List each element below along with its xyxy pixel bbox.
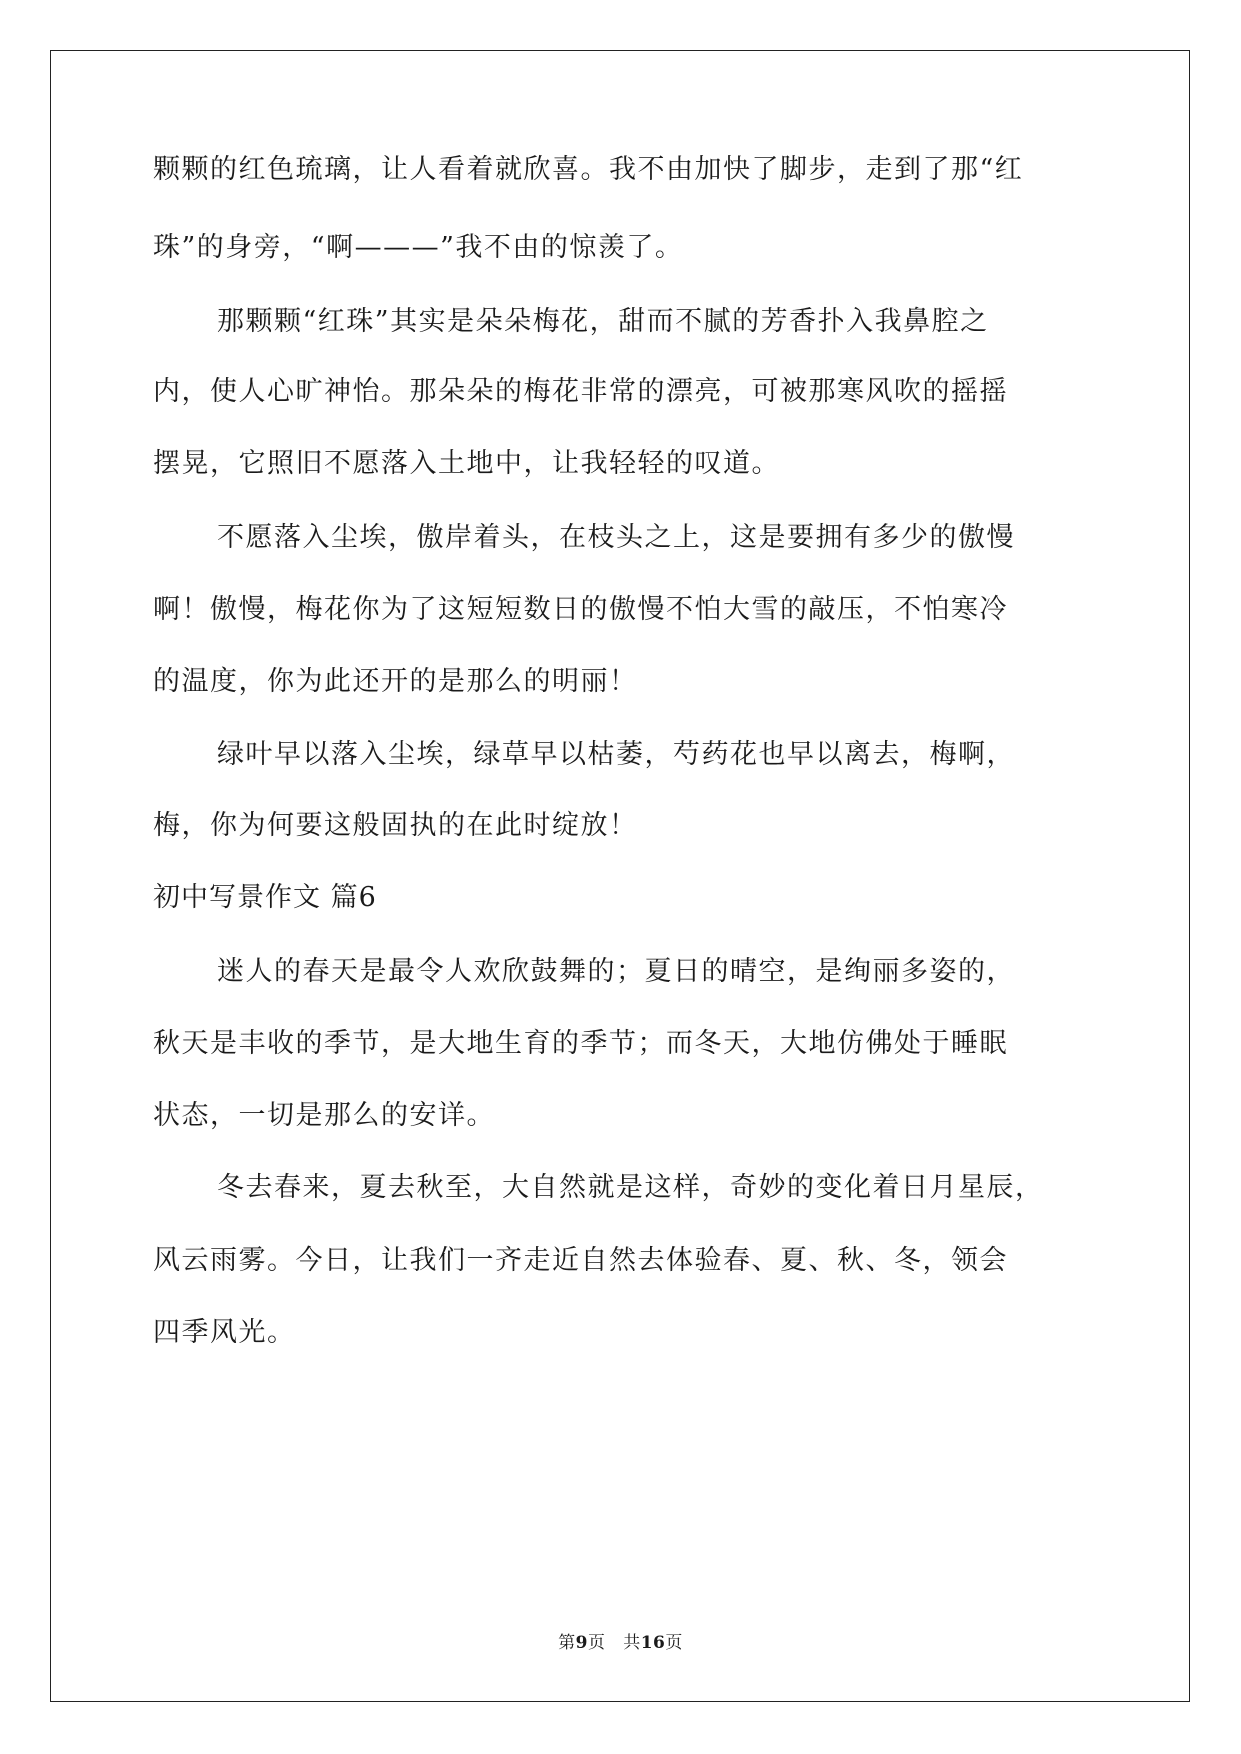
text-line: 内，使人心旷神怡。那朵朵的梅花非常的漂亮，可被那寒风吹的摇摇 bbox=[153, 376, 1008, 407]
text-line: 状态，一切是那么的安详。 bbox=[153, 1100, 495, 1131]
text-line: 珠”的身旁，“啊———”我不由的惊羡了。 bbox=[153, 232, 684, 263]
text-line: 不愿落入尘埃，傲岸着头，在枝头之上，这是要拥有多少的傲慢 bbox=[217, 522, 1015, 553]
text-line: 秋天是丰收的季节，是大地生育的季节；而冬天，大地仿佛处于睡眠 bbox=[153, 1028, 1008, 1059]
footer-total-pages: 16 bbox=[640, 1633, 666, 1653]
page-footer bbox=[0, 1628, 1241, 1653]
text-line: 绿叶早以落入尘埃，绿草早以枯萎，芍药花也早以离去，梅啊， bbox=[217, 739, 1015, 770]
text-line: 梅，你为何要这般固执的在此时绽放！ bbox=[153, 810, 638, 841]
text-line: 风云雨雾。今日，让我们一齐走近自然去体验春、夏、秋、冬，领会 bbox=[153, 1245, 1008, 1276]
footer-total-suffix: 页 bbox=[665, 1633, 683, 1653]
footer-page-prefix: 第 bbox=[558, 1633, 576, 1653]
section-heading: 初中写景作文 篇6 bbox=[153, 882, 377, 913]
text-line: 四季风光。 bbox=[153, 1317, 296, 1348]
text-line: 摆晃，它照旧不愿落入土地中，让我轻轻的叹道。 bbox=[153, 448, 780, 479]
page-border bbox=[50, 50, 1190, 1702]
text-line: 冬去春来，夏去秋至，大自然就是这样，奇妙的变化着日月星辰， bbox=[217, 1172, 1044, 1203]
text-line: 迷人的春天是最令人欢欣鼓舞的；夏日的晴空，是绚丽多姿的， bbox=[217, 956, 1015, 987]
footer-page-number: 9 bbox=[575, 1633, 588, 1653]
footer-page-suffix: 页 bbox=[587, 1633, 606, 1653]
text-line: 那颗颗“红珠”其实是朵朵梅花，甜而不腻的芳香扑入我鼻腔之 bbox=[217, 306, 989, 337]
text-line: 的温度，你为此还开的是那么的明丽！ bbox=[153, 666, 638, 697]
text-line: 颗颗的红色琉璃，让人看着就欣喜。我不由加快了脚步，走到了那“红 bbox=[153, 154, 1024, 185]
text-line: 啊！傲慢，梅花你为了这短短数日的傲慢不怕大雪的敲压，不怕寒冷 bbox=[153, 594, 1008, 625]
footer-total-prefix: 共 bbox=[623, 1633, 641, 1653]
